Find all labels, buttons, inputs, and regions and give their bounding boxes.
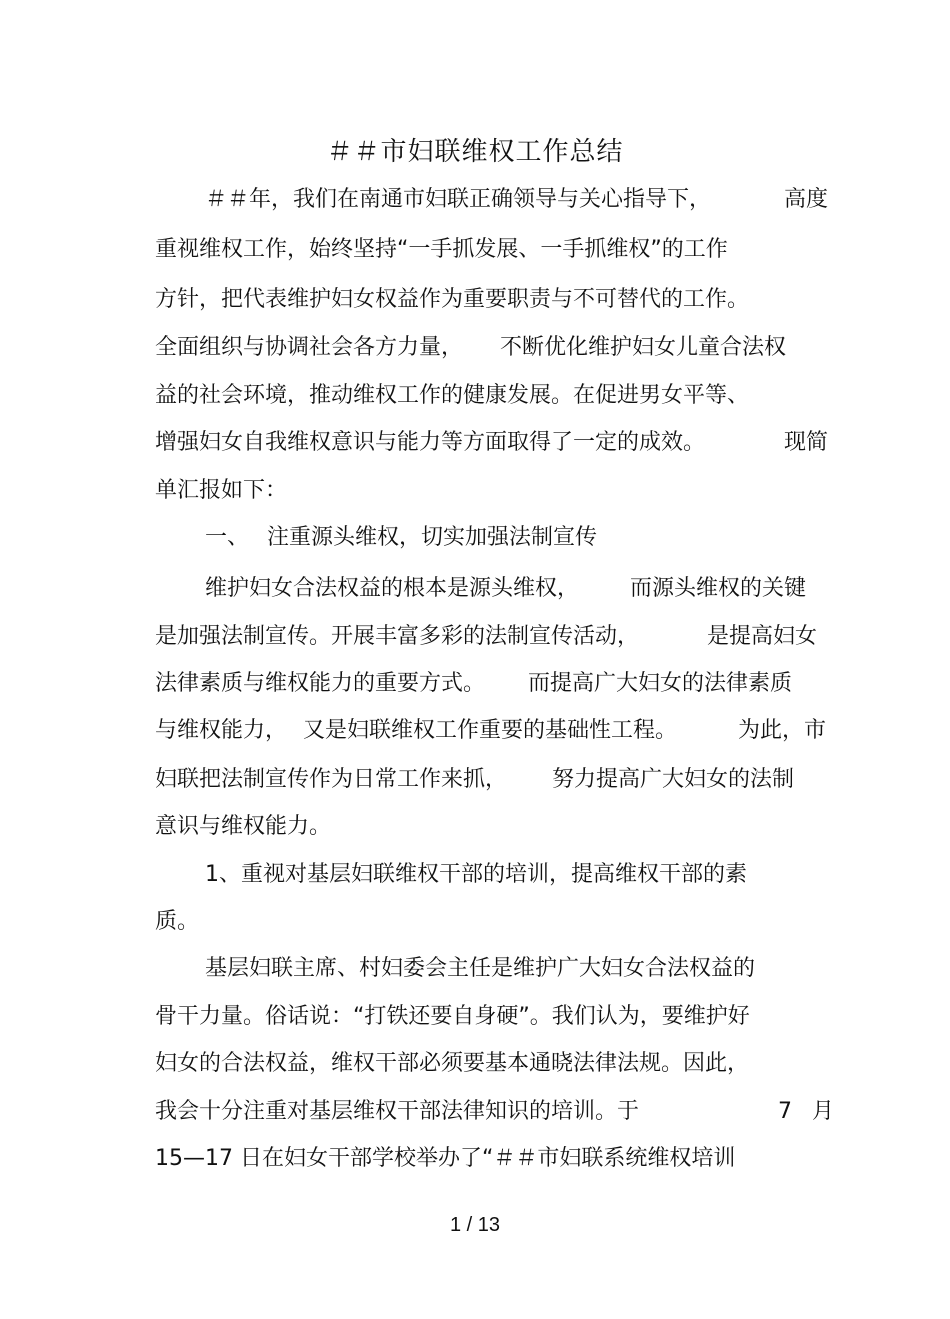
text-line: 方针，把代表维护妇女权益作为重要职责与不可替代的工作。 xyxy=(155,287,750,312)
text-line-segment: 高度 xyxy=(784,187,829,212)
text-line: 妇女的合法权益，维权干部必须要基本通晓法律法规。因此， xyxy=(155,1051,750,1076)
text-line: 维护妇女合法权益的根本是源头维权， xyxy=(205,576,580,601)
text-line: 益的社会环境，推动维权工作的健康发展。在促进男女平等、 xyxy=(155,383,750,408)
text-line: 1、重视对基层妇联维权干部的培训，提高维权干部的素 xyxy=(205,862,747,887)
text-line-segment: 而提高广大妇女的法律素质 xyxy=(528,671,793,696)
text-line-segment: 现简 xyxy=(784,430,829,455)
text-line-segment: 努力提高广大妇女的法制 xyxy=(552,767,795,792)
text-line-segment: 7 xyxy=(778,1099,792,1124)
text-line-segment: 又是妇联维权工作重要的基础性工程。 xyxy=(303,718,678,743)
text-line-segment: 而源头维权的关键 xyxy=(630,576,807,601)
text-line: 全面组织与协调社会各方力量， xyxy=(155,335,464,360)
text-line: 基层妇联主席、村妇委会主任是维护广大妇女合法权益的 xyxy=(205,956,756,981)
text-line-segment: 为此，市 xyxy=(738,718,827,743)
text-line-segment: 月 xyxy=(812,1099,835,1124)
text-line: 15—17 日在妇女干部学校举办了“＃＃市妇联系统维权培训 xyxy=(155,1146,736,1171)
text-line: 妇联把法制宣传作为日常工作来抓， xyxy=(155,767,508,792)
text-line: 与维权能力， xyxy=(155,718,288,743)
text-line-segment: 是提高妇女 xyxy=(707,624,818,649)
text-line-segment: 不断优化维护妇女儿童合法权 xyxy=(500,335,787,360)
text-line: 重视维权工作，始终坚持“一手抓发展、一手抓维权”的工作 xyxy=(155,237,728,262)
document-title: ＃＃市妇联维权工作总结 xyxy=(326,137,624,167)
page-indicator: 1 / 13 xyxy=(449,1214,501,1236)
text-line: 意识与维权能力。 xyxy=(155,814,332,839)
text-line: 法律素质与维权能力的重要方式。 xyxy=(155,671,486,696)
section-heading-number: 一、 xyxy=(205,525,250,550)
text-line: ＃＃年，我们在南通市妇联正确领导与关心指导下， xyxy=(205,187,712,212)
section-heading: 注重源头维权，切实加强法制宣传 xyxy=(267,525,598,550)
text-line: 单汇报如下： xyxy=(155,478,288,503)
text-line: 骨干力量。俗话说：“打铁还要自身硬”。我们认为，要维护好 xyxy=(155,1004,750,1029)
text-line: 是加强法制宣传。开展丰富多彩的法制宣传活动， xyxy=(155,624,640,649)
text-line: 我会十分注重对基层维权干部法律知识的培训。于 xyxy=(155,1099,640,1124)
text-line: 增强妇女自我维权意识与能力等方面取得了一定的成效。 xyxy=(155,430,706,455)
text-line: 质。 xyxy=(155,909,200,934)
